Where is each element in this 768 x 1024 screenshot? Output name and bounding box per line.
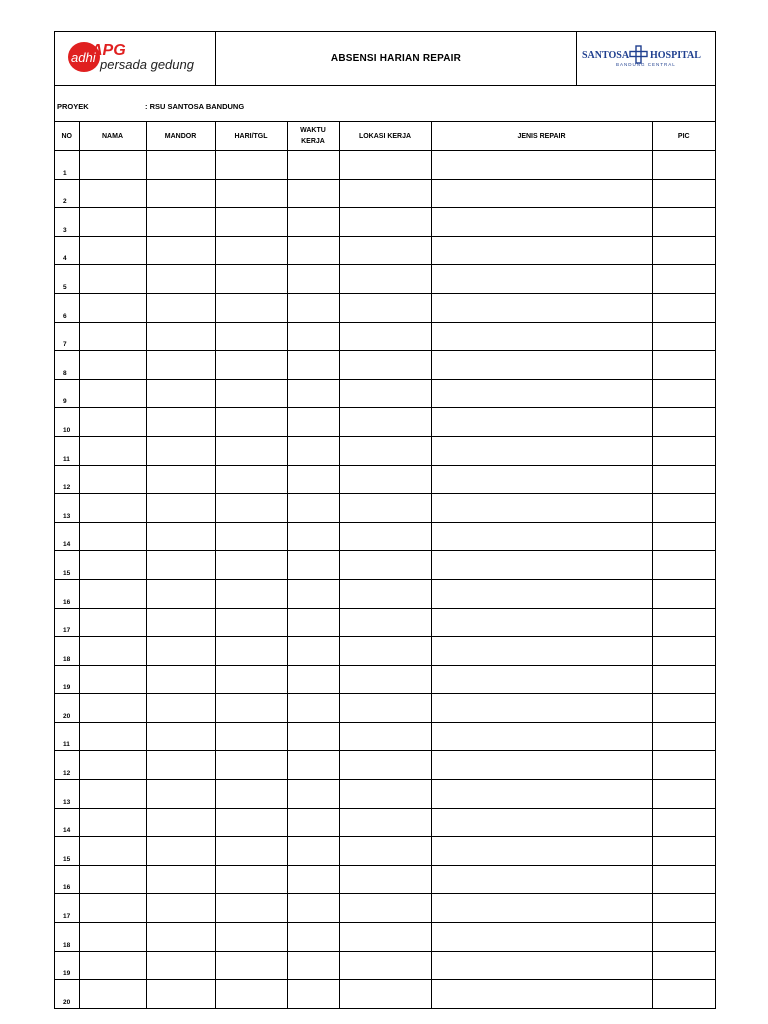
logo-name-a: SANTOSA: [582, 50, 630, 61]
table-row: [55, 408, 715, 437]
pic-cell[interactable]: [652, 923, 715, 952]
nama-cell[interactable]: [79, 751, 146, 780]
hari-tgl-cell[interactable]: [215, 293, 287, 322]
row-number: 2: [55, 179, 79, 208]
row-number: 16: [55, 579, 79, 608]
hari-tgl-cell[interactable]: [215, 722, 287, 751]
lokasi-kerja-cell[interactable]: [339, 379, 431, 408]
waktu-kerja-cell[interactable]: [287, 322, 339, 351]
mandor-cell[interactable]: [146, 436, 215, 465]
waktu-kerja-cell[interactable]: [287, 293, 339, 322]
lokasi-kerja-cell[interactable]: [339, 780, 431, 809]
jenis-repair-cell[interactable]: [431, 579, 652, 608]
waktu-kerja-cell[interactable]: [287, 151, 339, 180]
table-row: [55, 637, 715, 666]
attendance-sheet: [54, 31, 716, 1009]
mandor-cell[interactable]: [146, 151, 215, 180]
jenis-repair-cell[interactable]: [431, 179, 652, 208]
jenis-repair-cell[interactable]: [431, 151, 652, 180]
hari-tgl-cell[interactable]: [215, 265, 287, 294]
row-number: 6: [55, 293, 79, 322]
table-row: [55, 722, 715, 751]
nama-cell[interactable]: [79, 494, 146, 523]
table-row: [55, 980, 715, 1008]
nama-cell[interactable]: [79, 351, 146, 380]
waktu-kerja-cell[interactable]: [287, 637, 339, 666]
row-number: 11: [55, 436, 79, 465]
project-value: : RSU SANTOSA BANDUNG: [145, 102, 245, 111]
lokasi-kerja-cell[interactable]: [339, 236, 431, 265]
apg-logo-graphic: [67, 38, 212, 78]
nama-cell[interactable]: [79, 151, 146, 180]
logo-brand: APG: [91, 42, 126, 59]
table-row: [55, 465, 715, 494]
nama-cell[interactable]: [79, 551, 146, 580]
hari-tgl-cell[interactable]: [215, 151, 287, 180]
lokasi-kerja-cell[interactable]: [339, 208, 431, 237]
lokasi-kerja-cell[interactable]: [339, 951, 431, 980]
waktu-kerja-cell[interactable]: [287, 780, 339, 809]
adhi-persada-gedung-logo: [55, 32, 216, 85]
pic-cell[interactable]: [652, 322, 715, 351]
jenis-repair-cell[interactable]: [431, 522, 652, 551]
hari-tgl-cell[interactable]: [215, 579, 287, 608]
pic-cell[interactable]: [652, 665, 715, 694]
santosa-hospital-logo: [577, 32, 715, 85]
table-row: [55, 436, 715, 465]
pic-cell[interactable]: [652, 236, 715, 265]
hari-tgl-cell[interactable]: [215, 865, 287, 894]
jenis-repair-cell[interactable]: [431, 894, 652, 923]
jenis-repair-cell[interactable]: [431, 722, 652, 751]
project-label: PROYEK: [57, 102, 89, 111]
lokasi-kerja-cell[interactable]: [339, 808, 431, 837]
table-row: [55, 379, 715, 408]
row-number: 3: [55, 208, 79, 237]
mandor-cell[interactable]: [146, 408, 215, 437]
lokasi-kerja-cell[interactable]: [339, 980, 431, 1008]
waktu-kerja-cell[interactable]: [287, 837, 339, 866]
pic-cell[interactable]: [652, 865, 715, 894]
row-number: 19: [55, 665, 79, 694]
lokasi-kerja-cell[interactable]: [339, 351, 431, 380]
lokasi-kerja-cell[interactable]: [339, 293, 431, 322]
mandor-cell[interactable]: [146, 808, 215, 837]
jenis-repair-cell[interactable]: [431, 694, 652, 723]
pic-cell[interactable]: [652, 522, 715, 551]
jenis-repair-cell[interactable]: [431, 465, 652, 494]
jenis-repair-cell[interactable]: [431, 637, 652, 666]
mandor-cell[interactable]: [146, 665, 215, 694]
pic-cell[interactable]: [652, 179, 715, 208]
col-header-pic: PIC: [652, 122, 715, 151]
waktu-kerja-cell[interactable]: [287, 265, 339, 294]
pic-cell[interactable]: [652, 751, 715, 780]
waktu-kerja-cell[interactable]: [287, 351, 339, 380]
hari-tgl-cell[interactable]: [215, 208, 287, 237]
pic-cell[interactable]: [652, 579, 715, 608]
table-row: [55, 522, 715, 551]
hari-tgl-cell[interactable]: [215, 494, 287, 523]
nama-cell[interactable]: [79, 694, 146, 723]
table-row: [55, 579, 715, 608]
row-number: 11: [55, 722, 79, 751]
waktu-kerja-cell[interactable]: [287, 751, 339, 780]
pic-cell[interactable]: [652, 265, 715, 294]
mandor-cell[interactable]: [146, 980, 215, 1008]
mandor-cell[interactable]: [146, 751, 215, 780]
lokasi-kerja-cell[interactable]: [339, 322, 431, 351]
nama-cell[interactable]: [79, 522, 146, 551]
row-number: 9: [55, 379, 79, 408]
lokasi-kerja-cell[interactable]: [339, 494, 431, 523]
lokasi-kerja-cell[interactable]: [339, 151, 431, 180]
table-row: [55, 265, 715, 294]
nama-cell[interactable]: [79, 608, 146, 637]
waktu-kerja-cell[interactable]: [287, 465, 339, 494]
row-number: 13: [55, 494, 79, 523]
lokasi-kerja-cell[interactable]: [339, 665, 431, 694]
table-row: [55, 608, 715, 637]
santosa-logo-graphic: [582, 44, 710, 70]
table-row: [55, 751, 715, 780]
lokasi-kerja-cell[interactable]: [339, 579, 431, 608]
table-row: [55, 551, 715, 580]
waktu-kerja-cell[interactable]: [287, 923, 339, 952]
pic-cell[interactable]: [652, 465, 715, 494]
mandor-cell[interactable]: [146, 951, 215, 980]
lokasi-kerja-cell[interactable]: [339, 522, 431, 551]
waktu-kerja-cell[interactable]: [287, 951, 339, 980]
sheet-header: [55, 32, 715, 86]
mandor-cell[interactable]: [146, 694, 215, 723]
hari-tgl-cell[interactable]: [215, 179, 287, 208]
lokasi-kerja-cell[interactable]: [339, 894, 431, 923]
row-number: 7: [55, 322, 79, 351]
jenis-repair-cell[interactable]: [431, 408, 652, 437]
row-number: 12: [55, 465, 79, 494]
hari-tgl-cell[interactable]: [215, 665, 287, 694]
mandor-cell[interactable]: [146, 637, 215, 666]
table-row: [55, 322, 715, 351]
table-row: [55, 780, 715, 809]
hari-tgl-cell[interactable]: [215, 694, 287, 723]
nama-cell[interactable]: [79, 379, 146, 408]
waktu-kerja-cell[interactable]: [287, 694, 339, 723]
table-row: [55, 665, 715, 694]
table-row: [55, 894, 715, 923]
table-row: [55, 351, 715, 380]
mandor-cell[interactable]: [146, 208, 215, 237]
table-row: [55, 179, 715, 208]
row-number: 1: [55, 151, 79, 180]
lokasi-kerja-cell[interactable]: [339, 436, 431, 465]
jenis-repair-cell[interactable]: [431, 208, 652, 237]
row-number: 18: [55, 637, 79, 666]
mandor-cell[interactable]: [146, 894, 215, 923]
hospital-cross-icon: [630, 46, 647, 63]
hari-tgl-cell[interactable]: [215, 637, 287, 666]
row-number: 17: [55, 894, 79, 923]
jenis-repair-cell[interactable]: [431, 265, 652, 294]
hari-tgl-cell[interactable]: [215, 322, 287, 351]
hari-tgl-cell[interactable]: [215, 894, 287, 923]
jenis-repair-cell[interactable]: [431, 608, 652, 637]
waktu-kerja-cell[interactable]: [287, 551, 339, 580]
jenis-repair-cell[interactable]: [431, 951, 652, 980]
row-number: 4: [55, 236, 79, 265]
row-number: 12: [55, 751, 79, 780]
mandor-cell[interactable]: [146, 837, 215, 866]
logo-tagline: BANDUNG CENTRAL: [616, 62, 676, 67]
hari-tgl-cell[interactable]: [215, 379, 287, 408]
waktu-kerja-cell[interactable]: [287, 980, 339, 1008]
pic-cell[interactable]: [652, 408, 715, 437]
hari-tgl-cell[interactable]: [215, 236, 287, 265]
row-number: 14: [55, 522, 79, 551]
pic-cell[interactable]: [652, 351, 715, 380]
lokasi-kerja-cell[interactable]: [339, 837, 431, 866]
jenis-repair-cell[interactable]: [431, 293, 652, 322]
row-number: 19: [55, 951, 79, 980]
lokasi-kerja-cell[interactable]: [339, 179, 431, 208]
mandor-cell[interactable]: [146, 522, 215, 551]
jenis-repair-cell[interactable]: [431, 665, 652, 694]
project-row: [55, 86, 715, 122]
jenis-repair-cell[interactable]: [431, 551, 652, 580]
jenis-repair-cell[interactable]: [431, 236, 652, 265]
hari-tgl-cell[interactable]: [215, 951, 287, 980]
row-number: 8: [55, 351, 79, 380]
hari-tgl-cell[interactable]: [215, 522, 287, 551]
nama-cell[interactable]: [79, 208, 146, 237]
jenis-repair-cell[interactable]: [431, 980, 652, 1008]
jenis-repair-cell[interactable]: [431, 494, 652, 523]
hari-tgl-cell[interactable]: [215, 436, 287, 465]
waktu-kerja-cell[interactable]: [287, 722, 339, 751]
sheet-title: ABSENSI HARIAN REPAIR: [216, 32, 577, 85]
mandor-cell[interactable]: [146, 236, 215, 265]
hari-tgl-cell[interactable]: [215, 551, 287, 580]
row-number: 20: [55, 694, 79, 723]
hari-tgl-cell[interactable]: [215, 608, 287, 637]
waktu-kerja-cell[interactable]: [287, 494, 339, 523]
waktu-kerja-cell[interactable]: [287, 408, 339, 437]
mandor-cell[interactable]: [146, 780, 215, 809]
jenis-repair-cell[interactable]: [431, 808, 652, 837]
pic-cell[interactable]: [652, 293, 715, 322]
nama-cell[interactable]: [79, 865, 146, 894]
hari-tgl-cell[interactable]: [215, 780, 287, 809]
waktu-kerja-cell[interactable]: [287, 865, 339, 894]
table-row: [55, 837, 715, 866]
nama-cell[interactable]: [79, 436, 146, 465]
jenis-repair-cell[interactable]: [431, 351, 652, 380]
table-row: [55, 208, 715, 237]
pic-cell[interactable]: [652, 780, 715, 809]
mandor-cell[interactable]: [146, 722, 215, 751]
pic-cell[interactable]: [652, 694, 715, 723]
row-number: 16: [55, 865, 79, 894]
mandor-cell[interactable]: [146, 551, 215, 580]
lokasi-kerja-cell[interactable]: [339, 722, 431, 751]
logo-sub-a: adhi: [71, 50, 96, 65]
logo-sub-b: persada gedung: [100, 57, 194, 72]
mandor-cell[interactable]: [146, 608, 215, 637]
jenis-repair-cell[interactable]: [431, 322, 652, 351]
waktu-kerja-cell[interactable]: [287, 808, 339, 837]
waktu-line-1: WAKTU: [300, 127, 326, 134]
pic-cell[interactable]: [652, 494, 715, 523]
pic-cell[interactable]: [652, 608, 715, 637]
jenis-repair-cell[interactable]: [431, 865, 652, 894]
lokasi-kerja-cell[interactable]: [339, 608, 431, 637]
mandor-cell[interactable]: [146, 923, 215, 952]
pic-cell[interactable]: [652, 808, 715, 837]
pic-cell[interactable]: [652, 379, 715, 408]
hari-tgl-cell[interactable]: [215, 408, 287, 437]
lokasi-kerja-cell[interactable]: [339, 751, 431, 780]
table-row: [55, 694, 715, 723]
lokasi-kerja-cell[interactable]: [339, 694, 431, 723]
nama-cell[interactable]: [79, 722, 146, 751]
pic-cell[interactable]: [652, 722, 715, 751]
nama-cell[interactable]: [79, 837, 146, 866]
nama-cell[interactable]: [79, 808, 146, 837]
waktu-kerja-cell[interactable]: [287, 436, 339, 465]
waktu-line-2: KERJA: [301, 138, 325, 145]
col-header-jenis-repair: JENIS REPAIR: [431, 122, 652, 151]
lokasi-kerja-cell[interactable]: [339, 637, 431, 666]
hari-tgl-cell[interactable]: [215, 751, 287, 780]
mandor-cell[interactable]: [146, 351, 215, 380]
row-number: 15: [55, 551, 79, 580]
nama-cell[interactable]: [79, 408, 146, 437]
col-header-hari-tgl: HARI/TGL: [215, 122, 287, 151]
row-number: 13: [55, 780, 79, 809]
mandor-cell[interactable]: [146, 265, 215, 294]
waktu-kerja-cell[interactable]: [287, 208, 339, 237]
pic-cell[interactable]: [652, 151, 715, 180]
waktu-kerja-cell[interactable]: [287, 236, 339, 265]
nama-cell[interactable]: [79, 179, 146, 208]
lokasi-kerja-cell[interactable]: [339, 551, 431, 580]
mandor-cell[interactable]: [146, 579, 215, 608]
nama-cell[interactable]: [79, 465, 146, 494]
logo-name-b: HOSPITAL: [650, 50, 701, 61]
lokasi-kerja-cell[interactable]: [339, 265, 431, 294]
row-number: 18: [55, 923, 79, 952]
col-header-no: NO: [55, 122, 79, 151]
hari-tgl-cell[interactable]: [215, 808, 287, 837]
jenis-repair-cell[interactable]: [431, 923, 652, 952]
table-row: [55, 494, 715, 523]
hari-tgl-cell[interactable]: [215, 980, 287, 1008]
waktu-kerja-cell[interactable]: [287, 608, 339, 637]
row-number: 15: [55, 837, 79, 866]
mandor-cell[interactable]: [146, 494, 215, 523]
table-header-row: [55, 122, 715, 151]
pic-cell[interactable]: [652, 980, 715, 1008]
table-row: [55, 951, 715, 980]
lokasi-kerja-cell[interactable]: [339, 408, 431, 437]
waktu-kerja-cell[interactable]: [287, 179, 339, 208]
waktu-kerja-cell[interactable]: [287, 379, 339, 408]
attendance-table: [55, 122, 715, 1008]
pic-cell[interactable]: [652, 208, 715, 237]
row-number: 14: [55, 808, 79, 837]
col-header-nama: NAMA: [79, 122, 146, 151]
lokasi-kerja-cell[interactable]: [339, 865, 431, 894]
lokasi-kerja-cell[interactable]: [339, 465, 431, 494]
col-header-lokasi-kerja: LOKASI KERJA: [339, 122, 431, 151]
mandor-cell[interactable]: [146, 379, 215, 408]
mandor-cell[interactable]: [146, 865, 215, 894]
pic-cell[interactable]: [652, 837, 715, 866]
waktu-kerja-cell[interactable]: [287, 522, 339, 551]
mandor-cell[interactable]: [146, 179, 215, 208]
mandor-cell[interactable]: [146, 465, 215, 494]
table-row: [55, 808, 715, 837]
nama-cell[interactable]: [79, 665, 146, 694]
table-row: [55, 151, 715, 180]
hari-tgl-cell[interactable]: [215, 351, 287, 380]
row-number: 5: [55, 265, 79, 294]
pic-cell[interactable]: [652, 951, 715, 980]
nama-cell[interactable]: [79, 322, 146, 351]
nama-cell[interactable]: [79, 579, 146, 608]
nama-cell[interactable]: [79, 923, 146, 952]
pic-cell[interactable]: [652, 637, 715, 666]
lokasi-kerja-cell[interactable]: [339, 923, 431, 952]
pic-cell[interactable]: [652, 551, 715, 580]
hari-tgl-cell[interactable]: [215, 923, 287, 952]
nama-cell[interactable]: [79, 780, 146, 809]
nama-cell[interactable]: [79, 293, 146, 322]
hari-tgl-cell[interactable]: [215, 465, 287, 494]
nama-cell[interactable]: [79, 951, 146, 980]
row-number: 20: [55, 980, 79, 1008]
table-row: [55, 923, 715, 952]
mandor-cell[interactable]: [146, 322, 215, 351]
pic-cell[interactable]: [652, 436, 715, 465]
nama-cell[interactable]: [79, 894, 146, 923]
jenis-repair-cell[interactable]: [431, 379, 652, 408]
jenis-repair-cell[interactable]: [431, 751, 652, 780]
waktu-kerja-cell[interactable]: [287, 894, 339, 923]
nama-cell[interactable]: [79, 265, 146, 294]
table-row: [55, 865, 715, 894]
waktu-kerja-cell[interactable]: [287, 579, 339, 608]
mandor-cell[interactable]: [146, 293, 215, 322]
row-number: 10: [55, 408, 79, 437]
nama-cell[interactable]: [79, 980, 146, 1008]
jenis-repair-cell[interactable]: [431, 780, 652, 809]
nama-cell[interactable]: [79, 637, 146, 666]
waktu-kerja-cell[interactable]: [287, 665, 339, 694]
jenis-repair-cell[interactable]: [431, 837, 652, 866]
table-row: [55, 236, 715, 265]
row-number: 17: [55, 608, 79, 637]
jenis-repair-cell[interactable]: [431, 436, 652, 465]
hari-tgl-cell[interactable]: [215, 837, 287, 866]
pic-cell[interactable]: [652, 894, 715, 923]
nama-cell[interactable]: [79, 236, 146, 265]
col-header-mandor: MANDOR: [146, 122, 215, 151]
col-header-waktu-kerja: [287, 122, 339, 151]
table-row: [55, 293, 715, 322]
